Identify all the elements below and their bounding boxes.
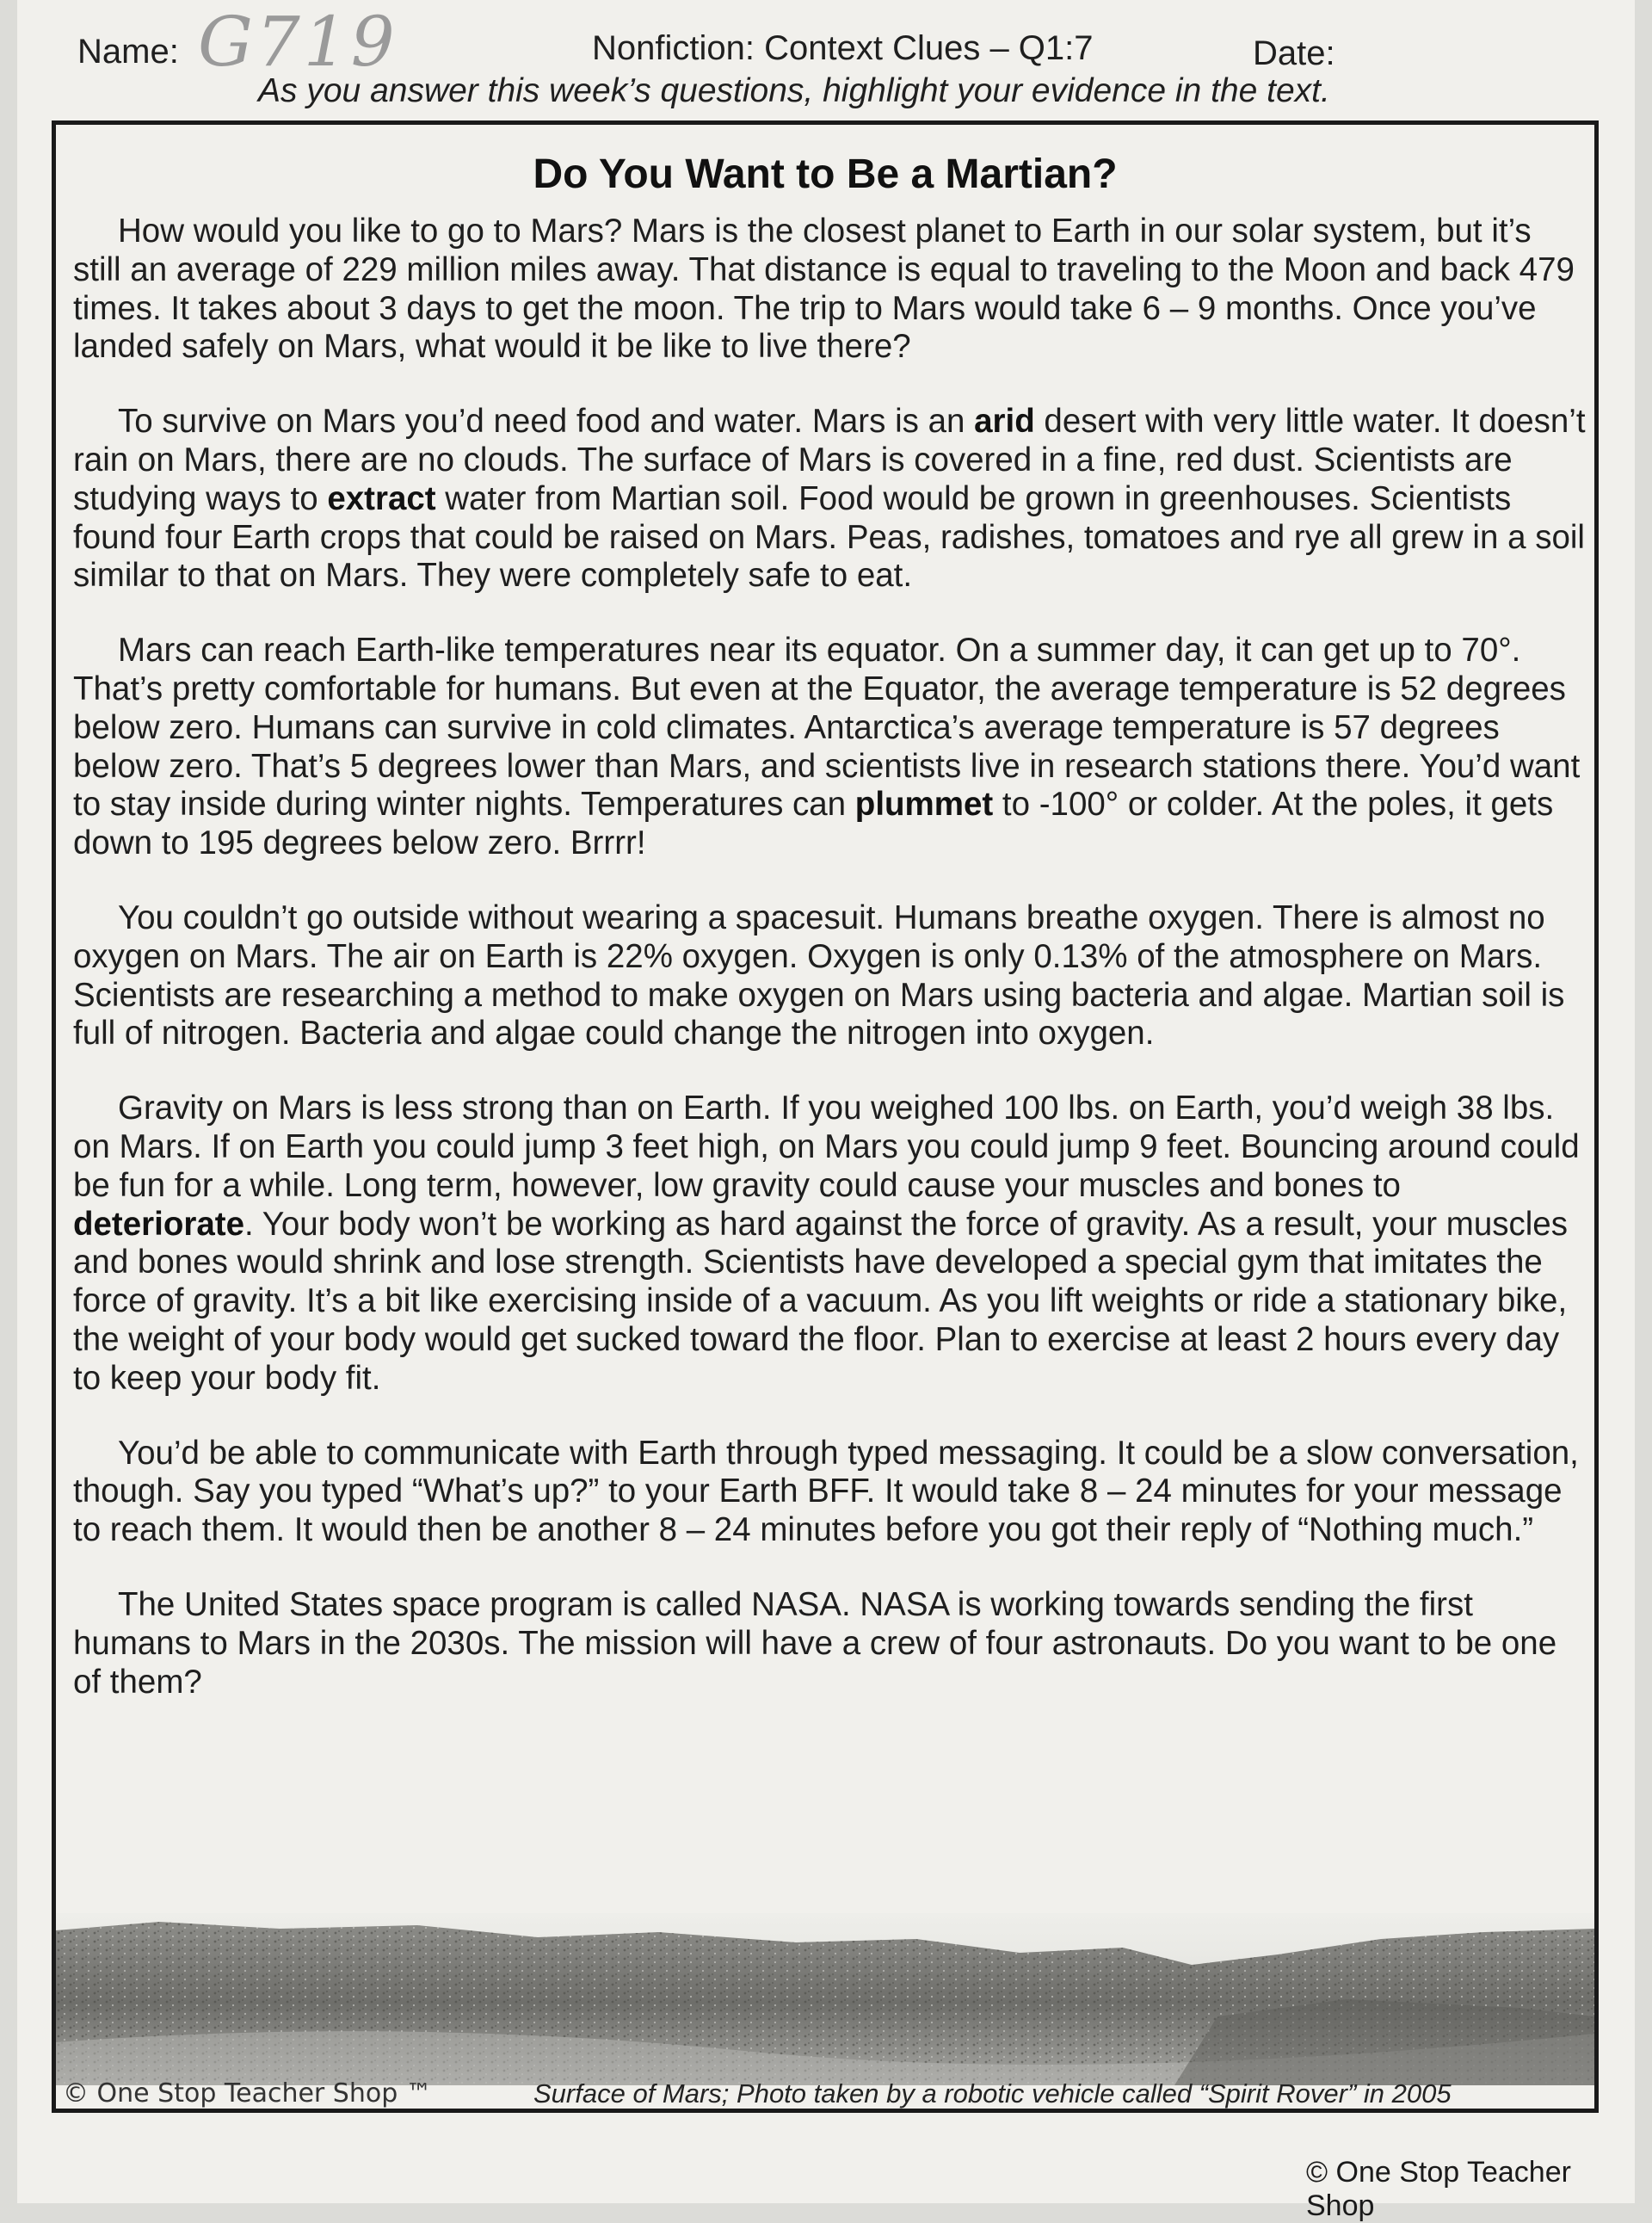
article-paragraph	[73, 213, 1587, 367]
paragraph-text: Mars can reach Earth-like temperatures near its equator. On a summer day, it can get up to 70°. That’s pretty comfortable for humans. But even at the Equator, the average temperature is 52 degrees below zero. Humans can survive in cold climates. Antarctica’s average temperature is 57 degrees below zero. That’s 5 degrees lower than Mars, and scientists live in research stations there. You’d want to stay inside during winter nights. Temperatures can	[73, 632, 1581, 824]
article-paragraph	[73, 1586, 1587, 1701]
article-paragraph	[73, 632, 1587, 863]
handwritten-name: G719	[198, 2, 398, 82]
paragraph-text: You’d be able to communicate with Earth through typed messaging. It could be a slow conversation, though. Say you typed “What’s up?” to your Earth BFF. It would take 8 – 24 minutes for your message to reach them. It would then be another 8 – 24 minutes before you got their reply of “Nothing much.”	[73, 1434, 1579, 1549]
vocabulary-word: plummet	[854, 786, 994, 824]
mars-surface-photo	[56, 1913, 1594, 2085]
paragraph-text: To survive on Mars you’d need food and water. Mars is an	[118, 403, 975, 441]
paragraph-text: water from Martian soil. Food would be grown in greenhouses. Scientists found four Earth crops that could be raised on Mars. Peas, radishes, tomatoes and rye all grew in a soil similar to that on Mars. They were completely safe to eat.	[73, 479, 1585, 595]
paragraph-text: The United States space program is called NASA. NASA is working towards sending the first humans to Mars in the 2030s. The mission will have a crew of four astronauts. Do you want to be one of them?	[73, 1585, 1557, 1701]
worksheet-title: Nonfiction: Context Clues – Q1:7	[592, 29, 1094, 67]
photo-copyright: © One Stop Teacher Shop ™	[63, 2078, 432, 2109]
article-box	[52, 120, 1599, 2113]
article-paragraph	[73, 403, 1587, 596]
article-title: Do You Want to Be a Martian?	[533, 151, 1118, 197]
paragraph-text: to -100° or colder. At the poles, it gets down to 195 degrees below zero. Brrrr!	[73, 786, 1554, 862]
paragraph-text: How would you like to go to Mars? Mars is the closest planet to Earth in our solar system, but it’s still an average of 229 million miles away. That distance is equal to traveling to the Moon and back 479 times. It takes about 3 days to get the moon. The trip to Mars would take 6 – 9 months. Once you’ve landed safely on Mars, what would it be like to live there?	[73, 213, 1575, 366]
date-label: Date:	[1253, 34, 1335, 72]
paragraph-text: desert with very little water. It doesn’t rain on Mars, there are no clouds. The surface of Mars is covered in a fine, red dust. Scientists are studying ways to	[73, 403, 1586, 517]
photo-caption: Surface of Mars; Photo taken by a robotic vehicle called “Spirit Rover” in 2005	[533, 2078, 1452, 2109]
article-paragraph	[73, 899, 1587, 1053]
footer-copyright: © One Stop Teacher Shop	[1306, 2156, 1571, 2222]
instruction-text: As you answer this week’s questions, highlight your evidence in the text.	[258, 72, 1330, 109]
vocabulary-word: extract	[327, 479, 436, 517]
worksheet-page	[17, 0, 1635, 2222]
article-paragraph	[73, 1435, 1587, 1550]
paragraph-text: . Your body won’t be working as hard against the force of gravity. As a result, your muscles and bones would shrink and lose strength. Scientists have developed a special gym that imitates the force of gravity. It’s a bit like exercising inside of a vacuum. As you lift weights or ride a stationary bike, the weight of your body would get sucked toward the floor. Plan to exercise at least 2 hours every day to keep your body fit.	[73, 1205, 1568, 1397]
mars-landscape-image	[56, 1913, 1594, 2085]
name-label: Name:	[77, 33, 179, 71]
article-body	[73, 213, 1587, 1738]
vocabulary-word: deteriorate	[73, 1205, 244, 1243]
article-paragraph	[73, 1090, 1587, 1398]
paragraph-text: Gravity on Mars is less strong than on Earth. If you weighed 100 lbs. on Earth, you’d weigh 38 lbs. on Mars. If on Earth you could jump 3 feet high, on Mars you could jump 9 feet. Bouncing around could be fun for a while. Long term, however, low gravity could cause your muscles and bones to	[73, 1090, 1580, 1204]
vocabulary-word: arid	[974, 403, 1035, 441]
paragraph-text: You couldn’t go outside without wearing a spacesuit. Humans breathe oxygen. There is almost no oxygen on Mars. The air on Earth is 22% oxygen. Oxygen is only 0.13% of the atmosphere on Mars. Scientists are researching a method to make oxygen on Mars using bacteria and algae. Martian soil is full of nitrogen. Bacteria and algae could change the nitrogen into oxygen.	[73, 898, 1565, 1053]
